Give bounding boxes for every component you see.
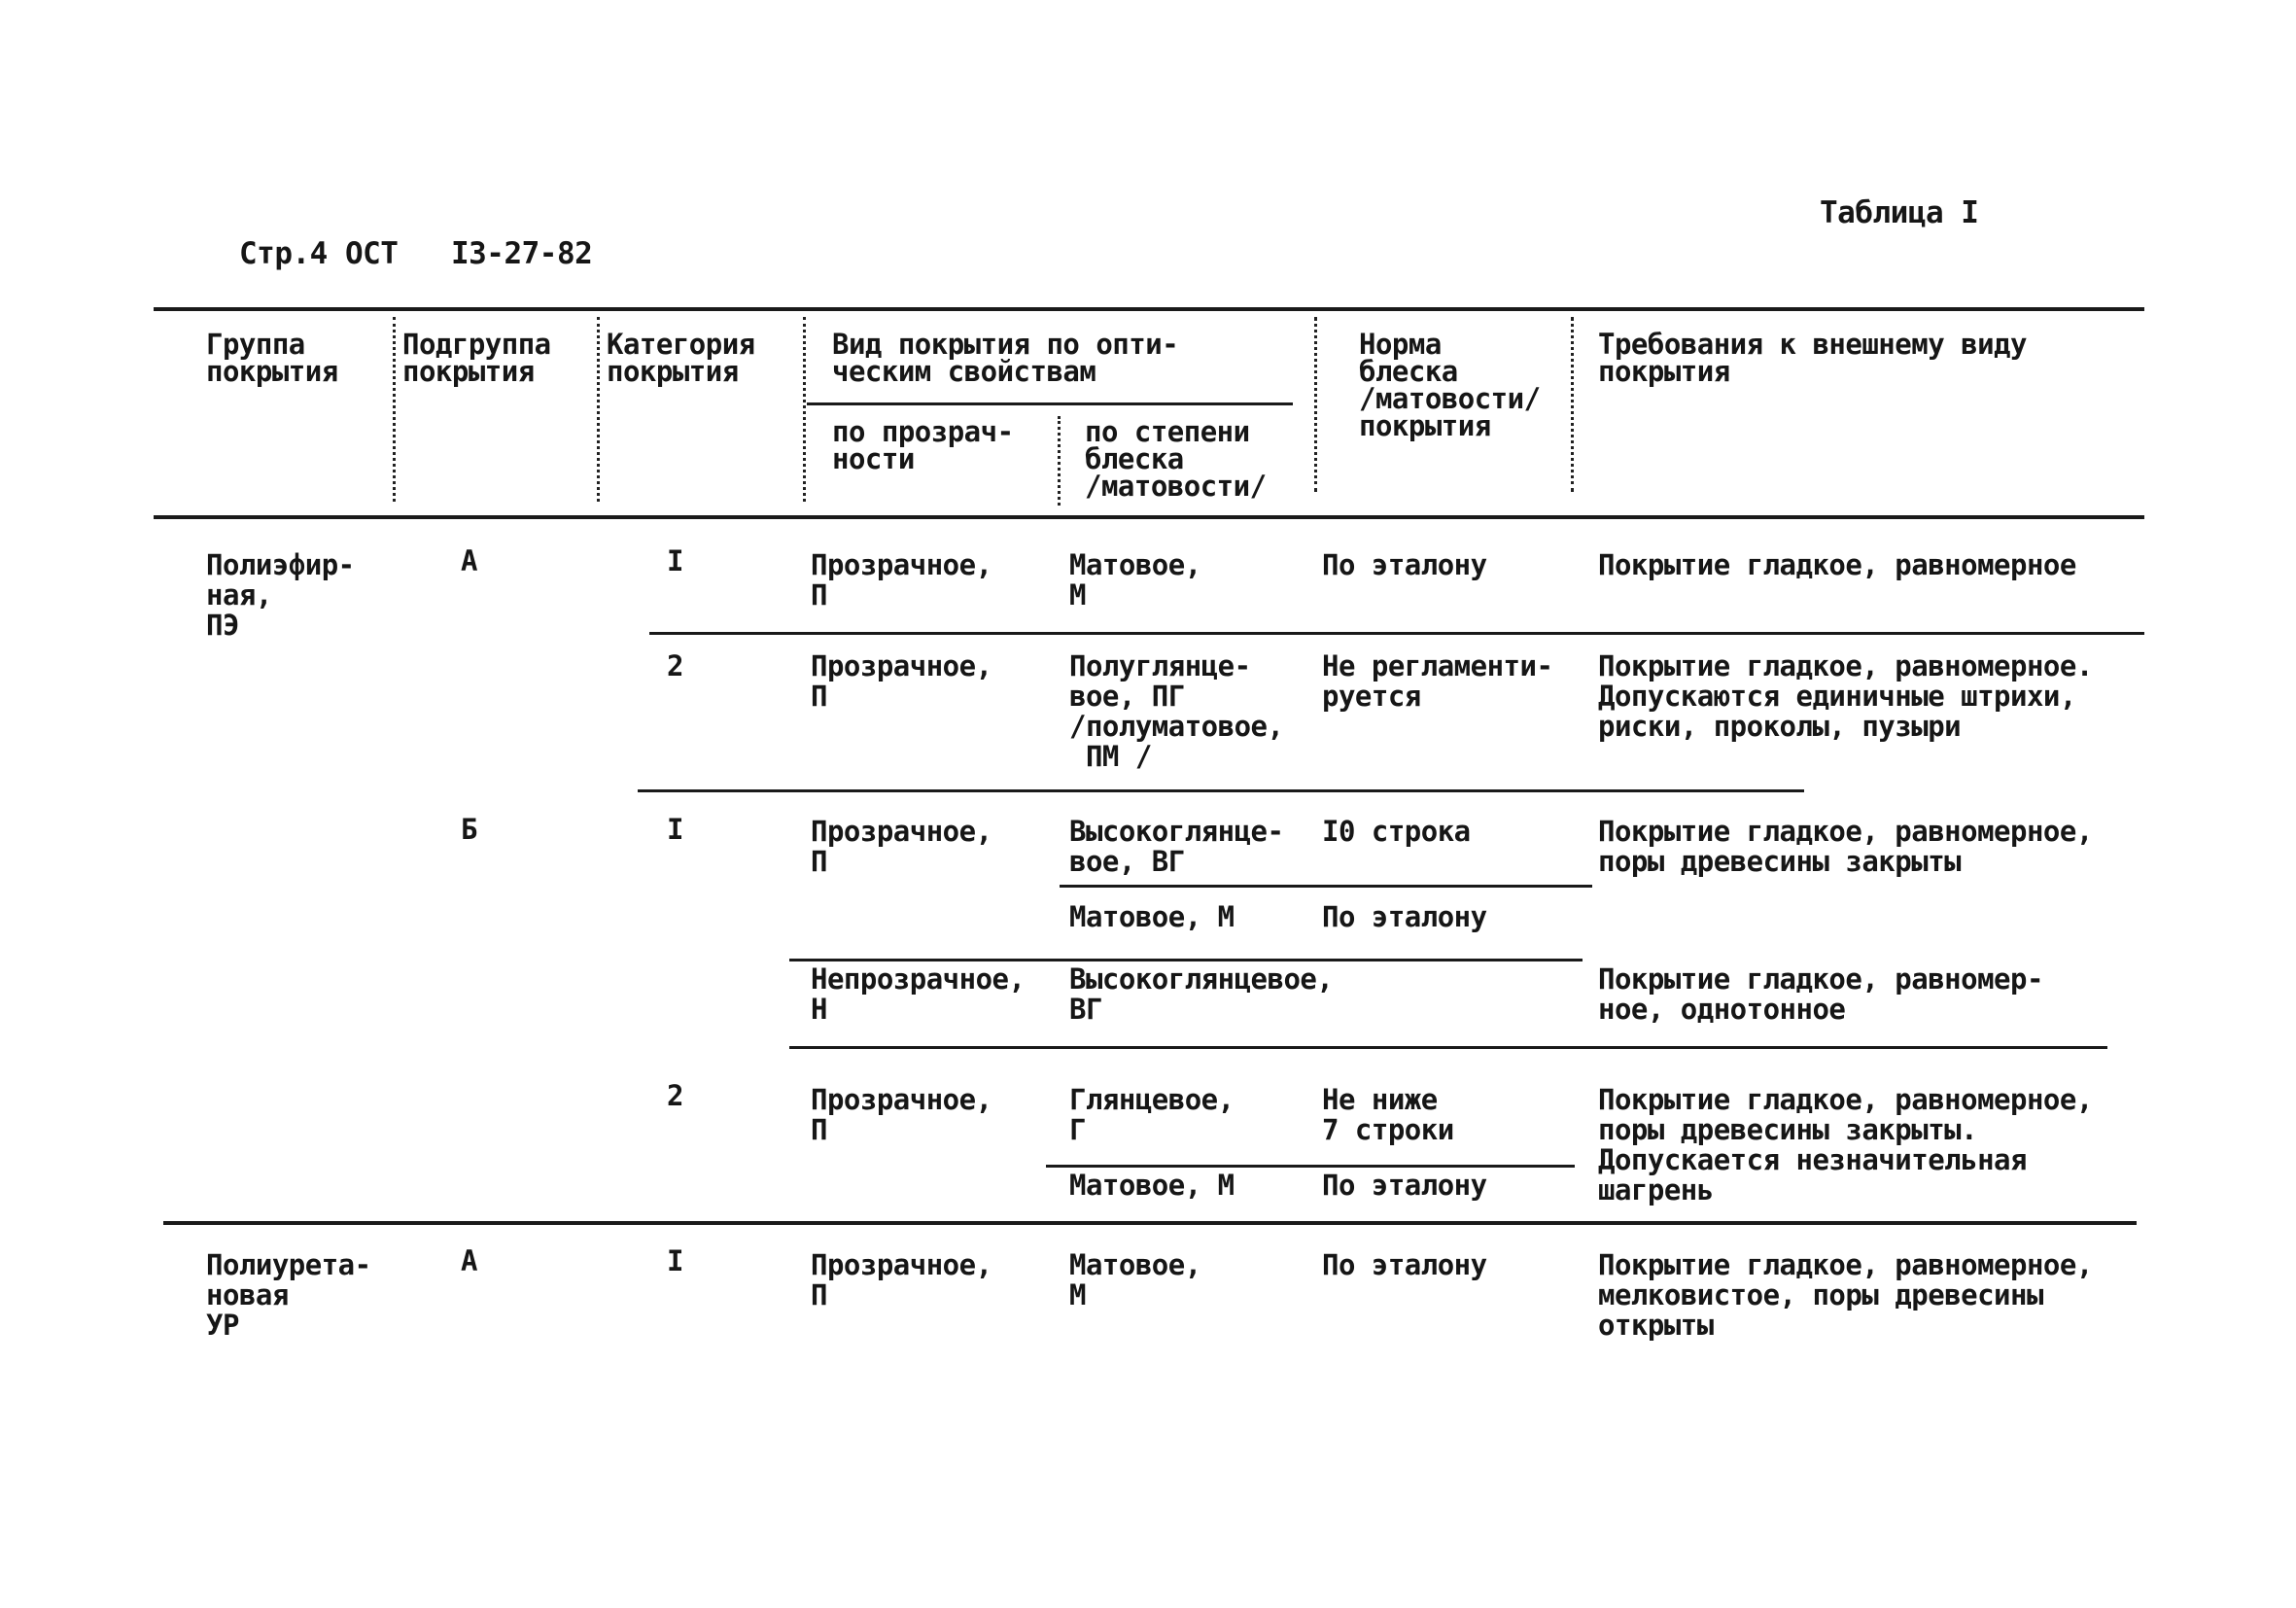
header-bottom-rule — [154, 515, 2144, 519]
requirements-ur-a-1: Покрытие гладкое, равномерное, мелковистое, поры древесины открыты — [1598, 1248, 2093, 1342]
transparency-pe-b-2: Прозрачное, П — [811, 1083, 992, 1146]
norm-pe-a-2: Не регламенти- руется — [1322, 649, 1553, 713]
column-separator — [1314, 317, 1317, 492]
header-transparency: по прозрач- ности — [832, 415, 1014, 475]
norm-pe-b-2-matte: По эталону — [1322, 1169, 1487, 1202]
column-separator — [1571, 317, 1574, 492]
transparency-pe-a-1: Прозрачное, П — [811, 548, 992, 612]
transparency-pe-b-1-opaque: Непрозрачное, Н — [811, 962, 1026, 1026]
header-requirements: Требования к внешнему виду покрытия — [1598, 328, 2027, 388]
category-pe-a-2: 2 — [667, 649, 683, 682]
transparency-pe-b-1: Прозрачное, П — [811, 815, 992, 878]
page-reference: Стр.4 ОСТ I3-27-82 — [239, 236, 593, 271]
requirements-pe-b-1-high: Покрытие гладкое, равномерное, поры древесины закрыты — [1598, 815, 2093, 878]
subgroup-pe-a: А — [461, 544, 477, 577]
header-gloss-degree: по степени блеска /матовости/ — [1085, 415, 1267, 503]
header-gloss-norm: Норма блеска /матовости/ покрытия — [1359, 328, 1541, 442]
column-separator — [393, 317, 396, 502]
gloss-pe-b-2-matte: Матовое, М — [1069, 1169, 1235, 1202]
requirements-pe-a-1: Покрытие гладкое, равномерное — [1598, 548, 2076, 581]
norm-pe-a-1: По эталону — [1322, 548, 1487, 581]
norm-ur-a-1: По эталону — [1322, 1248, 1487, 1281]
requirements-pe-b-1-opaque: Покрытие гладкое, равномер- ное, однотонное — [1598, 962, 2043, 1026]
gloss-pe-a-1: Матовое, М — [1069, 548, 1201, 612]
column-separator — [1058, 416, 1061, 506]
row-rule-pe-a — [649, 632, 2144, 635]
gloss-ur-a-1: Матовое, М — [1069, 1248, 1201, 1311]
requirements-pe-a-2: Покрытие гладкое, равномерное. Допускаются единичные штрихи, риски, проколы, пузыри — [1598, 649, 2093, 743]
category-ur-a-1: I — [667, 1244, 683, 1277]
group-pe: Полиэфир- ная, ПЭ — [206, 548, 355, 642]
header-subgroup: Подгруппа покрытия — [402, 328, 551, 388]
category-pe-b-2: 2 — [667, 1079, 683, 1112]
requirements-pe-b-2: Покрытие гладкое, равномерное, поры древесины закрыты. Допускается незначительная шагрень — [1598, 1083, 2093, 1206]
norm-pe-b-1-high: I0 строка — [1322, 815, 1471, 848]
subgroup-ur-a: А — [461, 1244, 477, 1277]
category-pe-b-1: I — [667, 813, 683, 846]
transparency-ur-a-1: Прозрачное, П — [811, 1248, 992, 1311]
group-rule-ur — [163, 1221, 2137, 1225]
column-separator — [803, 317, 806, 502]
table-top-rule — [154, 307, 2144, 311]
norm-pe-b-1-matte: По эталону — [1322, 900, 1487, 933]
norm-pe-b-2-gloss: Не ниже 7 строки — [1322, 1083, 1454, 1146]
gloss-pe-b-1-matte: Матовое, М — [1069, 900, 1235, 933]
optical-header-divider — [807, 402, 1293, 405]
header-group: Группа покрытия — [206, 328, 338, 388]
category-pe-a-1: I — [667, 544, 683, 577]
row-rule-pe-b — [638, 789, 1804, 792]
gloss-pe-b-1-high: Высокоглянце- вое, ВГ — [1069, 815, 1284, 878]
gloss-pe-a-2: Полуглянце- вое, ПГ /полуматовое, ПМ / — [1069, 649, 1284, 773]
header-category: Категория покрытия — [607, 328, 755, 388]
row-rule-pe-b2-gloss — [1046, 1165, 1575, 1168]
transparency-pe-a-2: Прозрачное, П — [811, 649, 992, 713]
header-optical: Вид покрытия по опти- ческим свойствам — [832, 328, 1179, 388]
row-rule-pe-b2 — [789, 1046, 2107, 1049]
subgroup-pe-b: Б — [461, 813, 477, 846]
gloss-pe-b-1-opaque: Высокоглянцевое, ВГ — [1069, 962, 1334, 1026]
row-rule-pe-b1-opaque — [789, 959, 1583, 961]
row-rule-pe-b1-gloss — [1060, 885, 1592, 888]
table-label: Таблица I — [1820, 195, 1979, 230]
column-separator — [597, 317, 600, 502]
group-ur: Полиурета- новая УР — [206, 1248, 371, 1342]
gloss-pe-b-2-gloss: Глянцевое, Г — [1069, 1083, 1235, 1146]
